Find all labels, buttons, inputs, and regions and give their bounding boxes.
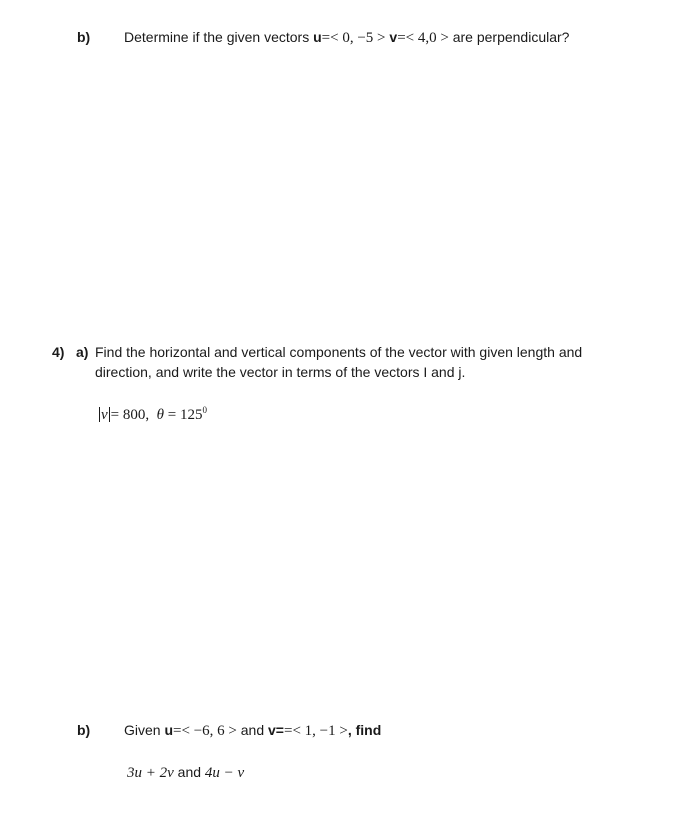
question-3b-intro: Determine if the given vectors (124, 29, 314, 45)
question-3b-text (124, 29, 569, 47)
magnitude-value: = 800, (110, 407, 150, 423)
vector-u-name-4b: u (164, 722, 174, 738)
degree-mark: 0 (202, 405, 207, 415)
vector-u-name: u (313, 29, 322, 45)
angle-value: = 125 (167, 407, 203, 423)
theta-symbol: θ (156, 407, 165, 423)
question-4b-label: b) (77, 722, 91, 738)
find-text: , find (347, 722, 382, 738)
question-3b-label: b) (77, 29, 91, 45)
and-text-2: and (173, 764, 205, 780)
vector-u-expression-4b: =< −6, 6 > (173, 723, 237, 739)
question-4a-line2: direction, and write the vector in terms of the vectors I and j. (95, 364, 466, 380)
vector-u-expression: =< 0, −5 > (321, 30, 386, 46)
norm-bar-right (109, 407, 110, 422)
vector-v-name: v (389, 29, 398, 45)
question-4b-expressions (127, 764, 244, 782)
question-4b-text (124, 722, 381, 740)
vector-v-expression-4b: =< 1, −1 > (283, 723, 348, 739)
vector-v-name-4b: v= (268, 722, 284, 738)
and-text: and (236, 722, 269, 738)
vector-v-symbol: v (101, 407, 108, 423)
question-4a-label: a) (76, 344, 89, 360)
question-3b-outro: are perpendicular? (448, 29, 570, 45)
expression-4u-minus-v: 4u − v (204, 765, 245, 781)
question-4-number: 4) (52, 344, 65, 360)
question-4a-line1: Find the horizontal and vertical components of the vector with given length and (95, 344, 583, 360)
expression-3u-plus-2v: 3u + 2v (127, 765, 174, 781)
norm-bar-left (99, 407, 100, 422)
vector-v-expression: =< 4,0 > (397, 30, 449, 46)
question-4b-intro: Given (124, 722, 165, 738)
question-4a-given (98, 405, 207, 424)
